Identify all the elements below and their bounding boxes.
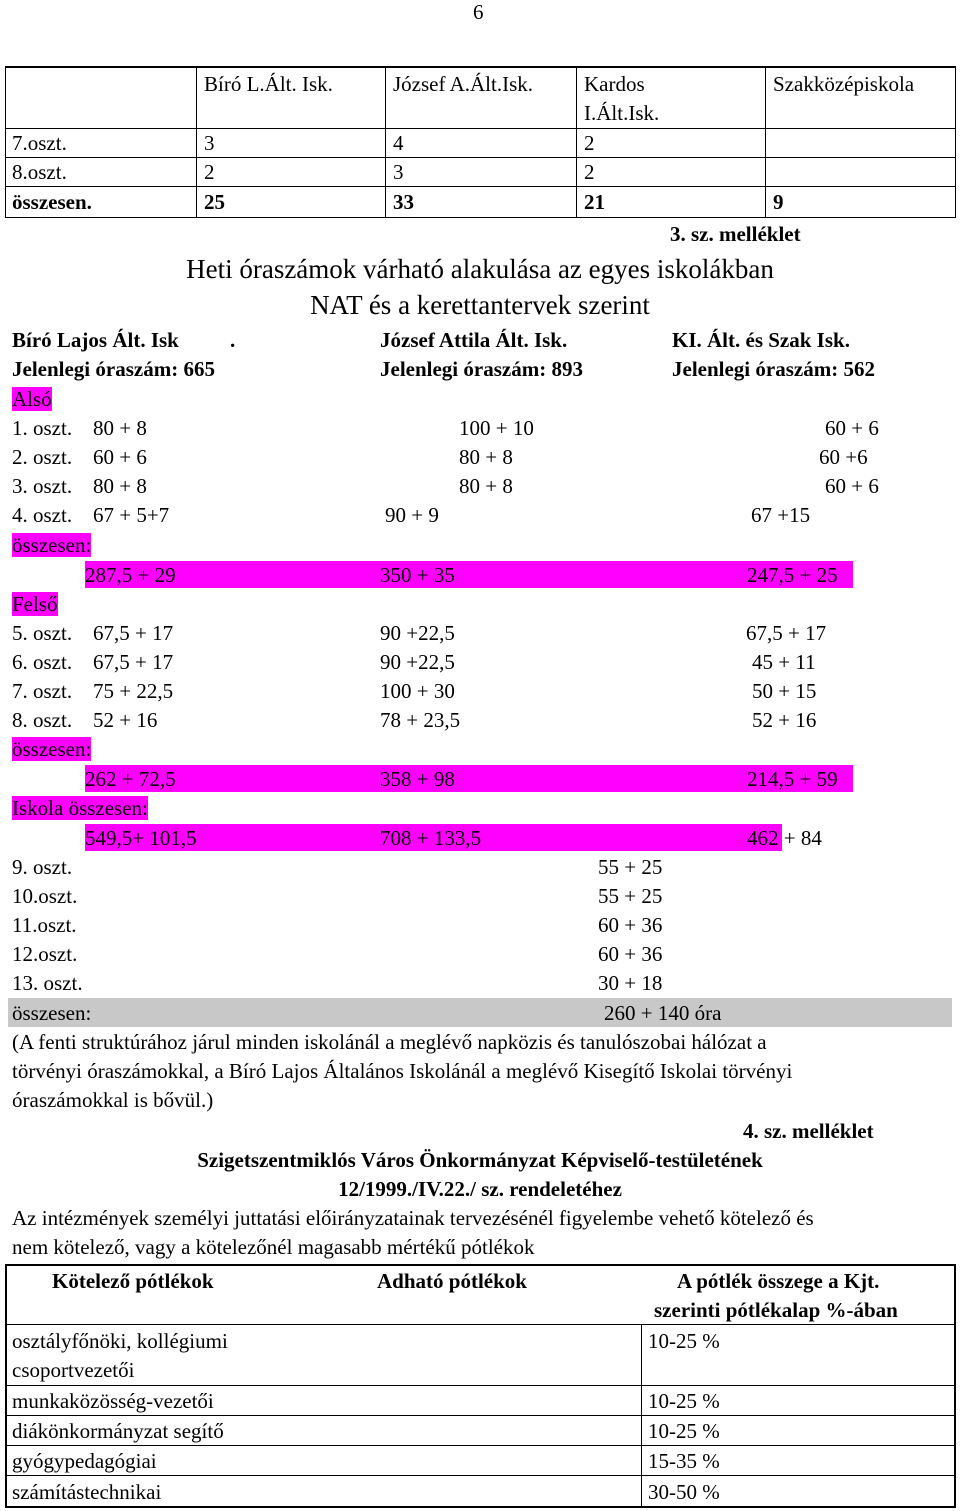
hours-b: 100 + 30 [380,679,455,703]
hours-a: 67,5 + 17 [93,621,174,645]
secondary-sum-label: összesen: [12,1001,92,1025]
allowance-name: számítástechnikai [12,1480,162,1504]
hours-secondary: 60 + 36 [598,913,663,937]
hours-b: 100 + 10 [459,416,534,440]
hours-a: 60 + 6 [93,445,147,469]
upper-sum-a: 262 + 72,5 [85,767,176,791]
upper-sum-label: összesen: [12,737,92,761]
cell: 3 [393,160,404,184]
upper-sum-highlight [85,765,853,792]
header-jozsef: József A.Ált.Isk. [393,72,533,96]
hours-secondary: 55 + 25 [598,855,663,879]
note-line-2: törvényi óraszámokkal, a Bíró Lajos Általános Iskolánál a meglévő Kisegítő Iskolai törvényi [12,1059,793,1083]
allowance-name: osztályfőnöki, kollégiumi [12,1329,228,1353]
hours-a: 67 + 5+7 [93,503,170,527]
hours-c: 50 + 15 [752,679,817,703]
cell: 4 [393,131,404,155]
school-total-c: 462 + 84 [747,826,822,850]
annex3-subtitle: NAT és a kerettantervek szerint [310,290,650,320]
row-label: összesen. [12,190,92,214]
hours-b: 90 + 9 [385,503,439,527]
current-hours-a: Jelenlegi óraszám: 665 [12,357,215,381]
annex4-intro-2: nem kötelező, vagy a kötelezőnél magasabb mértékű pótlékok [12,1235,535,1259]
hours-c: 60 + 6 [825,474,879,498]
hours-secondary: 30 + 18 [598,971,663,995]
hours-c: 60 +6 [819,445,868,469]
col-header-amount: A pótlék összege a Kjt. [677,1269,880,1293]
upper-label: Felső [12,592,58,616]
allowance-pct: 10-25 % [648,1419,720,1443]
cell: 2 [204,160,215,184]
note-line-3: óraszámokkal is bővül.) [12,1088,214,1112]
upper-sum-b: 358 + 98 [380,767,455,791]
school-c-name: KI. Ált. és Szak Isk. [672,328,850,352]
grade-label: 8. oszt. [12,708,73,732]
grade-label: 7. oszt. [12,679,73,703]
school-a-name: Bíró Lajos Ált. Isk [12,328,179,352]
grade-label: 9. oszt. [12,855,73,879]
school-total-label: Iskola összesen: [12,796,148,820]
hours-c: 60 + 6 [825,416,879,440]
grade-label: 12.oszt. [12,942,78,966]
grade-label: 11.oszt. [12,913,77,937]
hours-c: 67 +15 [751,503,811,527]
annex4-label: 4. sz. melléklet [743,1119,874,1143]
hours-b: 90 +22,5 [380,650,455,674]
grade-label: 3. oszt. [12,474,73,498]
header-biro: Bíró L.Ált. Isk. [204,72,333,96]
current-hours-b: Jelenlegi óraszám: 893 [380,357,583,381]
cell: 33 [393,190,414,214]
hours-a: 67,5 + 17 [93,650,174,674]
school-b-name: József Attila Ált. Isk. [380,328,568,352]
header-kardos-2: I.Ált.Isk. [584,101,660,125]
cell: 9 [773,190,784,214]
school-a-dot: . [230,328,236,352]
hours-a: 75 + 22,5 [93,679,174,703]
header-kardos: Kardos [584,72,645,96]
col-header-amount-2: szerinti pótlékalap %-ában [654,1298,898,1322]
allowance-pct: 10-25 % [648,1389,720,1413]
cell: 3 [204,131,215,155]
annex3-label: 3. sz. melléklet [670,222,801,246]
allowance-name: gyógypedagógiai [12,1449,157,1473]
lower-sum-a: 287,5 + 29 [85,563,176,587]
grade-label: 2. oszt. [12,445,73,469]
col-header-mandatory: Kötelező pótlékok [52,1269,214,1293]
grade-label: 10.oszt. [12,884,78,908]
lower-sum-b: 350 + 35 [380,563,455,587]
allowance-name: munkaközösség-vezetői [12,1389,214,1413]
hours-c: 67,5 + 17 [746,621,827,645]
hours-c: 52 + 16 [752,708,817,732]
annex3-title: Heti óraszámok várható alakulása az egyes iskolákban [186,254,774,284]
grade-label: 6. oszt. [12,650,73,674]
current-hours-c: Jelenlegi óraszám: 562 [672,357,875,381]
hours-b: 80 + 8 [459,445,513,469]
row-label: 7.oszt. [12,131,67,155]
hours-b: 80 + 8 [459,474,513,498]
grade-label: 13. oszt. [12,971,83,995]
school-total-a: 549,5+ 101,5 [85,826,197,850]
grade-label: 4. oszt. [12,503,73,527]
allowance-pct: 30-50 % [648,1480,720,1504]
lower-sum-highlight [85,561,853,588]
hours-a: 80 + 8 [93,474,147,498]
allowance-pct: 15-35 % [648,1449,720,1473]
allowance-name: diákönkormányzat segítő [12,1419,224,1443]
secondary-sum: 260 + 140 óra [604,1001,722,1025]
cell: 25 [204,190,225,214]
lower-sum-c: 247,5 + 25 [747,563,838,587]
hours-secondary: 60 + 36 [598,942,663,966]
secondary-sum-highlight [8,998,952,1027]
lower-label: Alsó [12,387,52,411]
annex4-title: Szigetszentmiklós Város Önkormányzat Képviselő-testületének [197,1148,763,1172]
allowance-pct: 10-25 % [648,1329,720,1353]
header-szakkozep: Szakközépiskola [773,72,915,96]
grade-label: 1. oszt. [12,416,73,440]
hours-b: 78 + 23,5 [380,708,461,732]
upper-sum-c: 214,5 + 59 [747,767,838,791]
cell: 21 [584,190,605,214]
annex4-intro-1: Az intézmények személyi juttatási előirányzatainak tervezésénél figyelembe vehető kötelező és [12,1206,814,1230]
hours-secondary: 55 + 25 [598,884,663,908]
school-total-b: 708 + 133,5 [380,826,482,850]
hours-a: 80 + 8 [93,416,147,440]
hours-a: 52 + 16 [93,708,158,732]
col-header-optional: Adható pótlékok [377,1269,527,1293]
page-number: 6 [473,0,484,24]
row-label: 8.oszt. [12,160,67,184]
allowance-name-2: csoportvezetői [12,1358,135,1382]
note-line-1: (A fenti struktúrához járul minden iskolánál a meglévő napközis és tanulószobai hálózat a [12,1030,767,1054]
hours-b: 90 +22,5 [380,621,455,645]
cell: 2 [584,160,595,184]
annex4-subtitle: 12/1999./IV.22./ sz. rendeletéhez [338,1177,622,1201]
hours-c: 45 + 11 [752,650,816,674]
lower-sum-label: összesen: [12,533,92,557]
cell: 2 [584,131,595,155]
grade-label: 5. oszt. [12,621,73,645]
